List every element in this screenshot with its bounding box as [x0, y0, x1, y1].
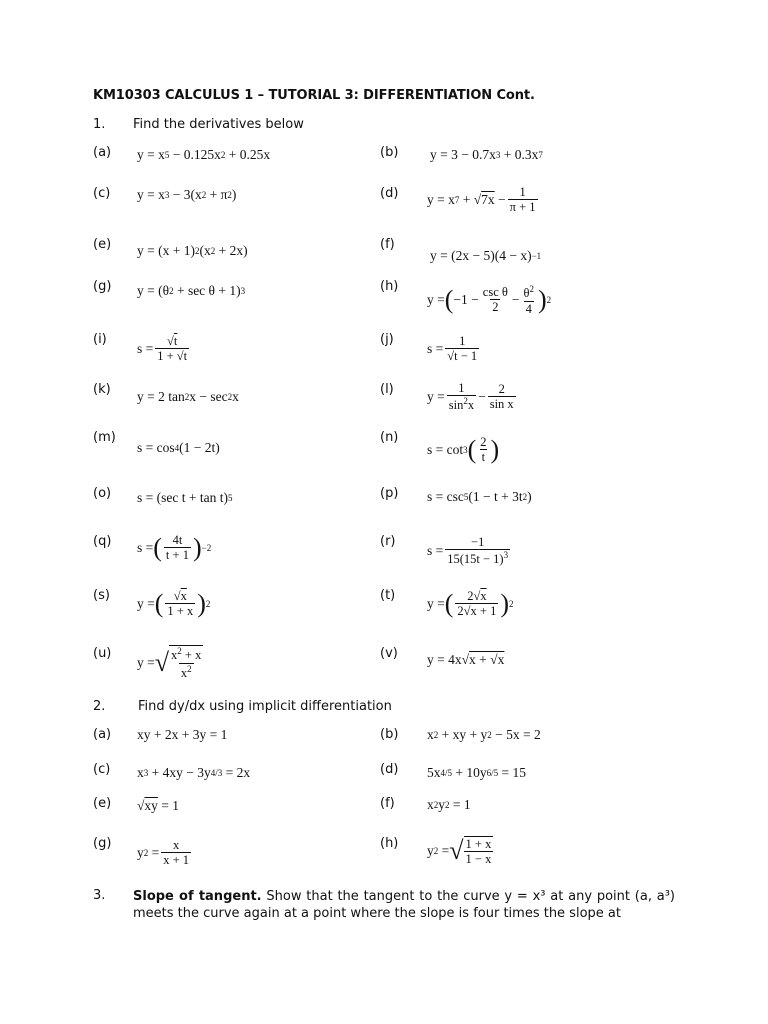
question-body: Show that the tangent to the curve y = x³ at any point (a, a³) meets the curve again at a point where the slope is four times the slope at: [133, 889, 675, 921]
item-label: (h): [380, 836, 399, 851]
equation: y = x 7 + √ 7x − $\frac{1}{\pi + 1}$: [427, 185, 536, 215]
equation: s = cot 3 ( $\frac{2}{t}$ ): [427, 434, 500, 465]
question-3-text: [133, 888, 675, 922]
equation: y = (θ 2 + sec θ + 1) 3: [137, 283, 246, 298]
equation: y = ( $\frac{√x}{1 + x}$ ) 2: [137, 588, 211, 619]
question-1-heading: [93, 117, 493, 135]
item-label: (m): [93, 430, 116, 445]
equation: y = (2x − 5)(4 − x) −1: [430, 248, 542, 263]
item-label: (a): [93, 727, 112, 742]
equation: s = (sec t + tan t) 5: [137, 490, 233, 505]
equation: 5x 4/5 + 10y 6/5 = 15: [427, 765, 527, 780]
item-label: (b): [380, 145, 399, 160]
item-label: (h): [380, 279, 399, 294]
item-label: (k): [93, 382, 111, 397]
item-label: (r): [380, 534, 396, 549]
equation: y = $\frac{1}{\sin^2x}$ − $\frac{2}{\text{sin x}}$: [427, 381, 514, 413]
equation: y = x 3 − 3(x 2 + π 2 ): [137, 187, 237, 202]
item-label: (c): [93, 762, 111, 777]
item-label: (i): [93, 332, 107, 347]
item-label: (g): [93, 279, 112, 294]
equation: y = (x + 1) 2 (x 2 + 2x): [137, 243, 248, 258]
item-label: (p): [380, 486, 399, 501]
page-title: KM10303 CALCULUS 1 – TUTORIAL 3: DIFFERENTIATION Cont.: [93, 88, 535, 103]
equation: x 3 + 4xy − 3y 4/3 = 2x: [137, 765, 251, 780]
question-number: 3.: [93, 888, 106, 903]
equation: y = x 5 − 0.125x 2 + 0.25x: [137, 147, 271, 162]
equation: y = 2 tan 2 x − sec 2 x: [137, 389, 239, 404]
item-label: (g): [93, 836, 112, 851]
item-label: (s): [93, 588, 110, 603]
item-label: (c): [93, 186, 111, 201]
question-number: 1.: [93, 117, 106, 132]
equation: y = ( $\frac{2√x}{2√x + 1}$ ) 2: [427, 588, 514, 619]
item-label: (n): [380, 430, 399, 445]
question-2-heading: [93, 699, 493, 717]
item-label: (d): [380, 762, 399, 777]
item-label: (a): [93, 145, 112, 160]
question-text: Find dy/dx using implicit differentiation: [138, 699, 392, 714]
question-text: Find the derivatives below: [133, 117, 304, 132]
item-label: (e): [93, 796, 112, 811]
equation: s = ( $\frac{4t}{t + 1}$ ) −2: [137, 532, 212, 563]
equation: y 2 = $\frac{x}{x + 1}$: [137, 838, 190, 868]
item-label: (j): [380, 332, 394, 347]
question-lead: Slope of tangent.: [133, 889, 262, 904]
item-label: (o): [93, 486, 112, 501]
item-label: (e): [93, 237, 112, 252]
item-label: (t): [380, 588, 396, 603]
equation: s = $\frac{√t}{1 + √t}$: [137, 334, 188, 364]
equation: s = $\frac{-1}{15(15t - 1)^3}$: [427, 535, 509, 567]
equation: y = 3 − 0.7x 3 + 0.3x 7: [430, 147, 543, 162]
item-label: (v): [380, 646, 398, 661]
item-label: (f): [380, 237, 395, 252]
item-label: (d): [380, 186, 399, 201]
equation: s = cos 4 (1 − 2t): [137, 440, 220, 455]
equation: y = 4x√ x + √x: [427, 652, 505, 667]
equation: xy + 2x + 3y = 1: [137, 727, 228, 742]
equation: x 2 y 2 = 1: [427, 797, 471, 812]
equation: s = $\frac{1}{√t - 1}$: [427, 334, 478, 364]
item-label: (q): [93, 534, 112, 549]
item-label: (b): [380, 727, 399, 742]
equation: y = √ $\frac{x^2 + x}{x^2}$: [137, 646, 202, 680]
question-number: 2.: [93, 699, 106, 714]
equation: x 2 + xy + y 2 − 5x = 2: [427, 727, 541, 742]
item-label: (l): [380, 382, 394, 397]
equation: y = ( −1 − $\frac{\text{csc θ}}{2}$ − $\frac{\theta^2}{4}$ ) 2: [427, 284, 552, 316]
item-label: (u): [93, 646, 112, 661]
equation: y 2 = √ $\frac{1 + x}{1 - x}$: [427, 836, 492, 867]
equation: s = csc 5 (1 − t + 3t 2 ): [427, 489, 532, 504]
item-label: (f): [380, 796, 395, 811]
equation: √ xy = 1: [137, 798, 180, 813]
